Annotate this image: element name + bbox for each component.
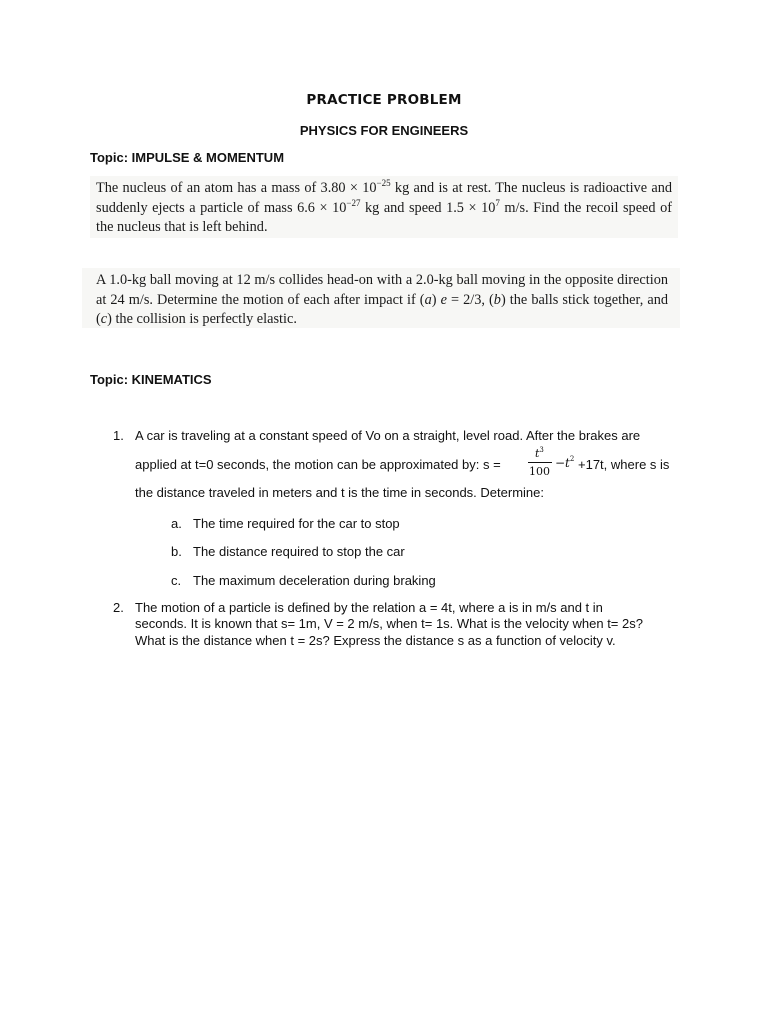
list-item-marker: b. [171, 544, 182, 559]
list-item-marker: a. [171, 516, 182, 531]
topic-heading-impulse [90, 150, 284, 165]
list-item: The time required for the car to stop [193, 516, 400, 531]
fraction-numerator: $t^3$ [535, 446, 544, 460]
question-1-line-2-end: +17t, where s is [578, 457, 670, 472]
question-1-line-2-start: applied at t=0 seconds, the motion can be approximated by: s = [135, 457, 501, 472]
question-1-line-1: A car is traveling at a constant speed of Vo on a straight, level road. After the brakes are [135, 428, 641, 443]
problem-collision: A 1.0-kg ball moving at 12 m/s collides head-on with a 2.0-kg ball moving in the opposite direction at 24 m/s. Determine the motion of each after impact if (a) e = 2/3, (b) the balls stick together, and (c) the collision is perfectly elastic. [82, 268, 680, 328]
question-2-line-3: What is the distance when t = 2s? Express the distance s as a function of velocity v. [135, 633, 616, 648]
fraction-bar [528, 462, 552, 463]
question-number: 1. [113, 428, 124, 443]
topic-heading-kinematics [90, 372, 212, 387]
page-title: PRACTICE PROBLEM [306, 92, 462, 108]
topic-name: IMPULSE & MOMENTUM [131, 150, 285, 165]
fraction-denominator: 100 [529, 465, 550, 478]
list-item: The distance required to stop the car [193, 544, 405, 559]
problem-nucleus-recoil: The nucleus of an atom has a mass of $3.80 \times 10^{-25}$ kg and is at rest. The nucleus is radioactive and suddenly ejects a particle of mass $6.6 \times 10^{-27}$ kg and speed $1.5 \times 10^7$ m/s. Find the recoil speed of the nucleus that is left behind. [90, 176, 678, 238]
page-subtitle: PHYSICS FOR ENGINEERS [299, 123, 469, 138]
question-2-line-2: seconds. It is known that s= 1m, V = 2 m/s, when t= 1s. What is the velocity when t= 2s? [135, 616, 643, 631]
topic-prefix: Topic: [90, 372, 132, 387]
topic-prefix: Topic: [90, 150, 132, 165]
question-2-line-1: The motion of a particle is defined by the relation a = 4t, where a is in m/s and t in [135, 600, 603, 615]
minus-t-squared: $-t^2$ [555, 455, 575, 470]
list-item: The maximum deceleration during braking [193, 573, 436, 588]
question-number: 2. [113, 600, 124, 615]
topic-name: KINEMATICS [131, 372, 212, 387]
question-1-line-3: the distance traveled in meters and t is the time in seconds. Determine: [135, 485, 544, 500]
list-item-marker: c. [171, 573, 182, 588]
